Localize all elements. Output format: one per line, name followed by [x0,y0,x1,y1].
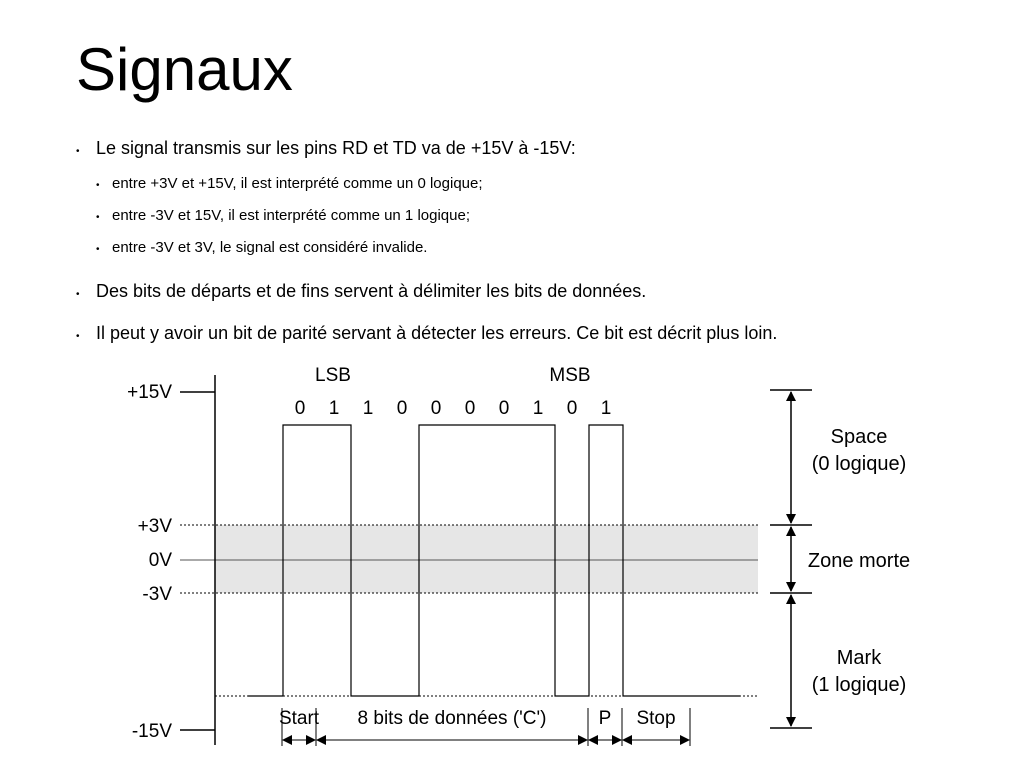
data-bits-label: 8 bits de données ('C') [357,708,547,729]
parity-label: P [598,708,612,729]
sub-bullet-text: entre -3V et 15V, il est interprété comme un 1 logique; [112,207,470,224]
bullet-2 [76,281,646,302]
bit-value: 0 [396,398,408,419]
space-sublabel: (0 logique) [811,453,907,475]
bit-value: 1 [362,398,374,419]
mark-label: Mark [836,647,882,669]
voltage-label-zero: 0V [148,550,172,571]
lsb-label: LSB [315,365,351,386]
voltage-label-plus15: +15V [127,382,172,403]
bullet-dot: • [96,180,100,191]
bullet-text: Il peut y avoir un bit de parité servant à détecter les erreurs. Ce bit est décrit plus loin. [96,323,778,343]
voltage-label-minus15: -15V [131,721,172,742]
sub-bullet-1 [96,175,483,192]
voltage-label-minus3: -3V [142,584,172,605]
bit-value: 0 [464,398,476,419]
bullet-3 [76,323,777,344]
bullet-text: Des bits de départs et de fins servent à délimiter les bits de données. [96,281,647,301]
bit-value: 0 [430,398,442,419]
sub-bullet-text: entre -3V et 3V, le signal est considéré invalide. [112,239,428,256]
bit-value: 0 [498,398,510,419]
dead-zone-label: Zone morte [807,550,911,572]
voltage-label-plus3: +3V [137,516,172,537]
bit-value: 0 [566,398,578,419]
bit-value: 1 [600,398,612,419]
bullet-1 [76,138,576,159]
bit-value: 1 [532,398,544,419]
bullet-text: Le signal transmis sur les pins RD et TD va de +15V à -15V: [96,138,576,158]
stop-label: Stop [636,708,676,729]
mark-sublabel: (1 logique) [811,674,907,696]
bullet-dot: • [76,289,80,300]
start-label: Start [278,708,320,729]
slide-title: Signaux [76,36,293,103]
msb-label: MSB [549,365,591,386]
rs232-signal-diagram [0,355,1024,768]
bit-value: 0 [294,398,306,419]
sub-bullet-3 [96,239,427,256]
dead-zone-band [215,525,758,593]
space-label: Space [830,426,888,448]
bit-values [295,398,612,419]
bullet-dot: • [96,244,100,255]
bullet-dot: • [96,212,100,223]
bullet-dot: • [76,146,80,157]
sub-bullet-text: entre +3V et +15V, il est interprété comme un 0 logique; [112,175,483,192]
bullet-dot: • [76,331,80,342]
bit-value: 1 [328,398,340,419]
sub-bullet-2 [96,207,470,224]
